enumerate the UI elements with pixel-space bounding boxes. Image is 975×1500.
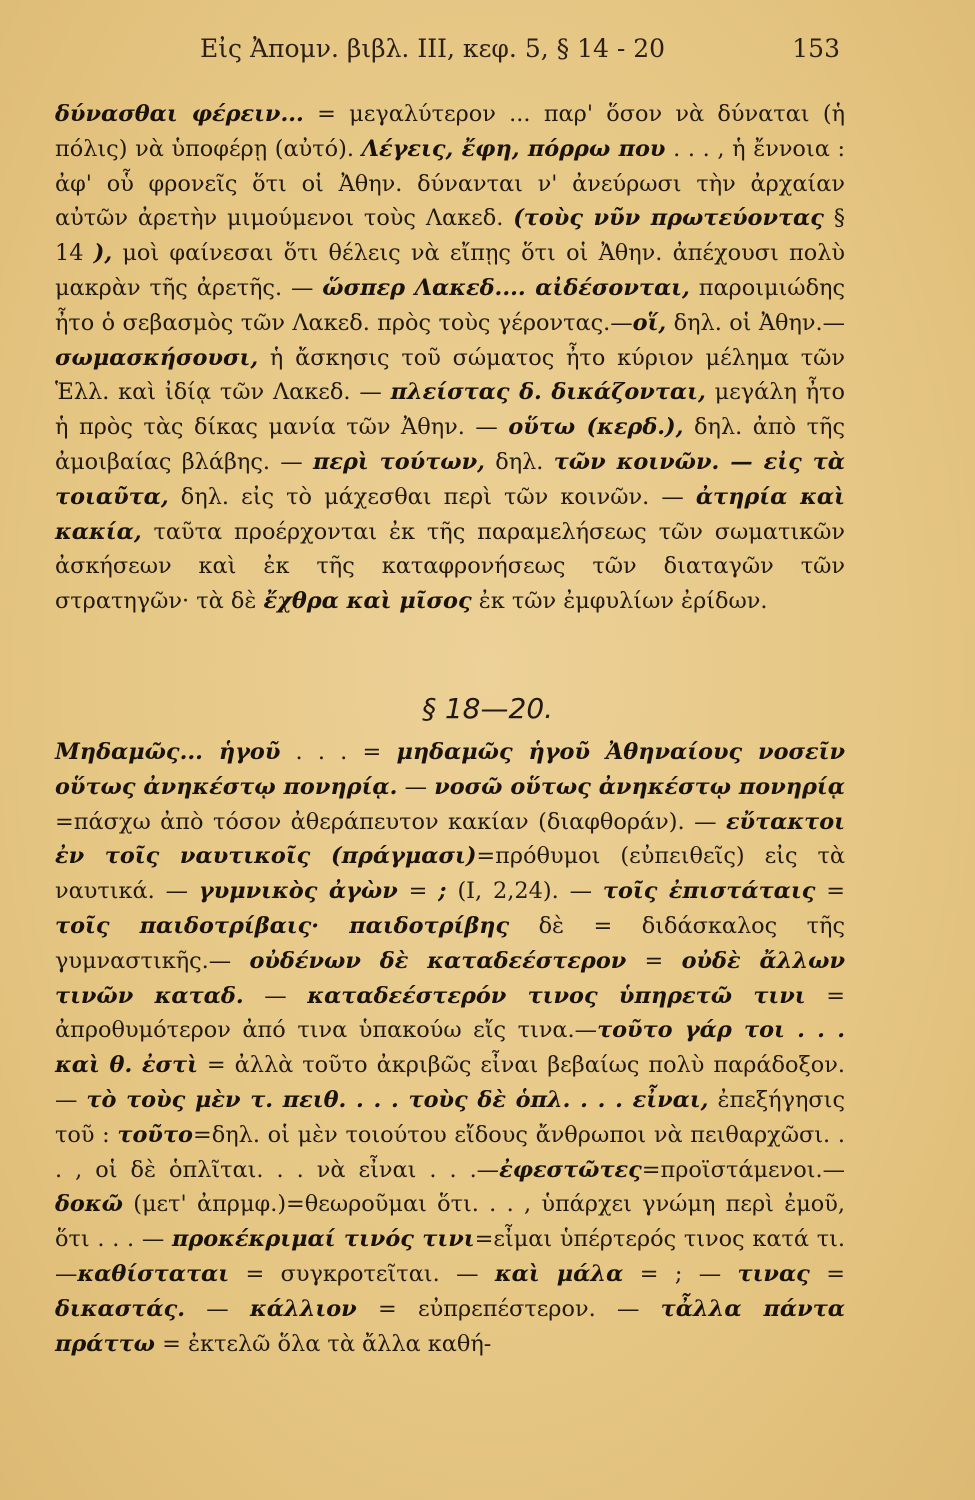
commentary-text: . . . =: [280, 739, 397, 765]
lemma-term: μηδαμῶς ἡγοῦ Ἀθηναίους νοσεῖν οὕτως ἀνηκέστῳ πονηρίᾳ.: [55, 739, 846, 800]
lemma-term: οὐδένων δὲ καταδεέστερον: [249, 947, 627, 974]
commentary-text: ἡ ἄσκησις τοῦ σώματος ἦτο κύριον μέλημα τῶν Ἑλλ. καὶ ἰδίᾳ τῶν Λακεδ. —: [55, 344, 845, 406]
lemma-term: γυμνικὸς ἀγὼν: [198, 878, 398, 905]
lemma-term: ;: [438, 878, 447, 905]
commentary-text: δὲ = διδάσκαλος τῆς γυμναστικῆς.—: [55, 912, 845, 974]
paragraph: [55, 97, 845, 619]
commentary-text: =πάσχω ἀπὸ τόσον ἀθεράπευτον κακίαν (διαφθοράν). —: [55, 808, 726, 835]
commentary-text: δηλ. εἰς τὸ μάχεσθαι περὶ τῶν κοινῶν. —: [168, 483, 696, 510]
lemma-term: οἵ,: [632, 309, 667, 336]
lemma-term: καθίσταται: [77, 1260, 230, 1287]
running-title: Εἰς Ἀπομν. βιβλ. ΙΙΙ, κεφ. 5, § 14 - 20: [200, 34, 666, 63]
commentary-text: —: [185, 1295, 250, 1322]
commentary-text: = ἀπροθυμότερον ἀπό τινα ὑπακούω εἴς τινα.—: [55, 982, 845, 1044]
lemma-term: δοκῶ: [55, 1191, 123, 1218]
lemma-term: νοσῶ οὕτως ἀνηκέστῳ πονηρίᾳ: [434, 773, 845, 800]
lemma-term: ἔχθρα καὶ μῖσος: [263, 588, 472, 615]
lemma-term: τῶν κοινῶν. — εἰς τὰ τοιαῦτα,: [55, 448, 845, 510]
commentary-text: —: [397, 773, 435, 800]
commentary-text: = εὐπρεπέστερον. —: [356, 1295, 661, 1322]
page-header: [60, 34, 840, 74]
commentary-text: μοὶ φαίνεσαι ὅτι θέλεις νὰ εἴπῃς ὅτι οἱ Ἀθην. ἀπέχουσι πολὺ μακρὰν τῆς ἀρετῆς. —: [55, 240, 845, 301]
commentary-text: —: [243, 982, 308, 1009]
lemma-term: ),: [93, 240, 113, 267]
commentary-text: =: [397, 878, 439, 905]
commentary-section-2: [55, 735, 845, 1361]
lemma-term: σωμασκήσουσι,: [55, 344, 259, 371]
commentary-text: = ἐκτελῶ ὅλα τὰ ἄλλα καθή-: [154, 1330, 492, 1357]
lemma-term: εὔτακτοι ἐν τοῖς ναυτικοῖς (πράγμασι): [55, 808, 845, 870]
commentary-text: (μετ' ἀπρμφ.)=θεωροῦμαι ὅτι. . . , ὑπάρχει γνώμη περὶ ἐμοῦ, ὅτι . . . —: [55, 1191, 845, 1253]
lemma-term: τινας: [737, 1260, 810, 1287]
lemma-term: τὸ τοὺς μὲν τ. πειθ. . . . τοὺς δὲ ὁπλ. . . . εἶναι,: [86, 1086, 709, 1113]
commentary-text: μεγάλη ἦτο ἡ πρὸς τὰς δίκας μανία τῶν Ἀθην. —: [55, 379, 845, 441]
lemma-term: καταδεέστερόν τινος ὑπηρετῶ τινι: [307, 982, 806, 1009]
commentary-text: παροιμιώδης ἦτο ὁ σεβασμὸς τῶν Λακεδ. πρὸς τοὺς γέροντας.—: [55, 274, 846, 336]
lemma-term: οὐδὲ ἄλλων τινῶν καταδ.: [55, 947, 846, 1009]
lemma-term: Λέγεις, ἔφη, πόρρω που: [361, 135, 666, 162]
lemma-term: ὥσπερ Λακεδ.... αἰδέσονται,: [322, 274, 690, 301]
lemma-term: δικαστάς.: [55, 1295, 186, 1322]
commentary-text: . . . , ἡ ἔννοια : ἀφ' οὗ φρονεῖς ὅτι οἱ Ἀθην. δύνανται ν' ἀνεύρωσι τὴν ἀρχαίαν αὐτῶν ἀρετὴν μιμούμενοι τοὺς Λακεδ.: [55, 135, 845, 232]
commentary-text: =: [815, 878, 845, 905]
commentary-text: = μεγαλύτερον ... παρ' ὅσον νὰ δύναται (ἡ πόλις) νὰ ὑποφέρῃ (αὐτό).: [55, 101, 845, 162]
lemma-term: τοῖς ἐπιστάταις: [602, 878, 816, 905]
commentary-text: = ἀλλὰ τοῦτο ἀκριβῶς εἶναι βεβαίως πολὺ παράδοξον. —: [55, 1052, 845, 1113]
commentary-text: ἐπεξήγησις τοῦ :: [55, 1086, 845, 1148]
lemma-term: πλείστας δ. δικάζονται,: [390, 379, 706, 406]
lemma-term: τοῦτο: [117, 1121, 193, 1148]
commentary-text: =: [626, 947, 682, 974]
lemma-term: περὶ τούτων,: [312, 448, 485, 475]
lemma-term: τοῖς παιδοτρίβαις· παιδοτρίβης: [55, 912, 510, 939]
commentary-text: § 14: [55, 205, 845, 267]
commentary-text: δηλ.: [484, 448, 554, 475]
lemma-term: τοῦτο γάρ τοι . . . καὶ θ. ἐστὶ: [55, 1017, 845, 1079]
commentary-text: =εἶμαι ὑπέρτερός τινος κατά τι.—: [55, 1226, 845, 1287]
lemma-term: κάλλιον: [249, 1295, 357, 1322]
lemma-term: καὶ μάλα: [494, 1260, 624, 1287]
lemma-term: ἀτηρία καὶ κακία,: [55, 483, 845, 545]
commentary-section-1: [55, 97, 845, 619]
commentary-text: = ; —: [623, 1260, 738, 1287]
lemma-term: τἆλλα πάντα πράττω: [55, 1295, 845, 1357]
commentary-text: =προϊστάμενοι.—: [641, 1156, 845, 1183]
lemma-term: (τοὺς νῦν πρωτεύοντας: [513, 205, 824, 232]
lemma-term: Μηδαμῶς... ἡγοῦ: [55, 739, 281, 765]
commentary-text: =: [809, 1260, 845, 1287]
commentary-text: =δηλ. οἱ μὲν τοιούτου εἴδους ἄνθρωποι νὰ πειθαρχῶσι. . . , οἱ δὲ ὁπλῖται. . . νὰ εἶναι . . .—: [55, 1121, 845, 1183]
commentary-text: δηλ. οἱ Ἀθην.—: [666, 309, 846, 336]
lemma-term: οὕτω (κερδ.),: [508, 414, 684, 441]
commentary-text: (Ι, 2,24). —: [446, 878, 603, 905]
lemma-term: προκέκριμαί τινός τινι: [171, 1226, 475, 1253]
paragraph: [55, 735, 845, 1361]
commentary-text: ἐκ τῶν ἐμφυλίων ἐρίδων.: [471, 588, 768, 615]
commentary-text: δηλ. ἀπὸ τῆς ἀμοιβαίας βλάβης. —: [55, 414, 845, 475]
section-heading: § 18—20.: [421, 692, 554, 725]
lemma-term: δύνασθαι φέρειν...: [55, 101, 304, 127]
lemma-term: ἐφεστῶτες: [499, 1156, 642, 1183]
commentary-text: = συγκροτεῖται. —: [229, 1260, 495, 1287]
commentary-text: =πρόθυμοι (εὐπειθεῖς) εἰς τὰ ναυτικά. —: [55, 843, 845, 905]
page-number: 153: [792, 34, 840, 63]
commentary-text: ταῦτα προέρχονται ἐκ τῆς παραμελήσεως τῶν σωματικῶν ἀσκήσεων καὶ ἐκ τῆς καταφρονήσεως τῶν διαταγῶν τῶν στρατηγῶν· τὰ δὲ: [55, 518, 845, 615]
